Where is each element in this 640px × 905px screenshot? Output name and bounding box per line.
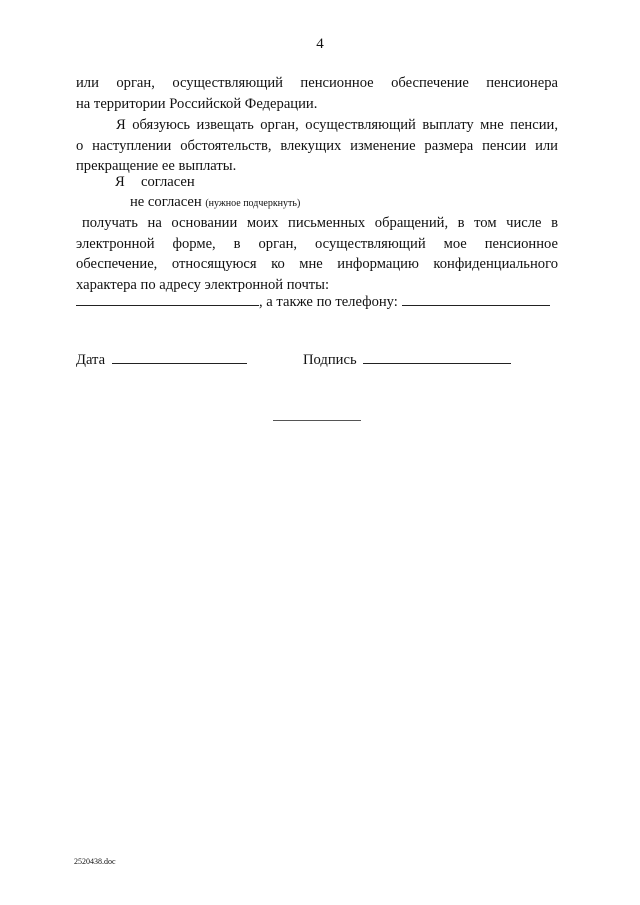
date-row: [76, 349, 247, 369]
text-line: получать на основании моих письменных обращений, в том числе в: [82, 215, 558, 231]
consent-agree-option: согласен: [141, 174, 195, 190]
text-line: обеспечение, относящуюся ко мне информацию конфиденциального: [76, 256, 558, 272]
page-number: 4: [316, 36, 324, 52]
paragraph-pension-body: [76, 73, 558, 114]
paragraph-obligation: [76, 115, 558, 177]
document-id: 2520438.doc: [74, 857, 116, 866]
date-label: Дата: [76, 352, 106, 368]
text-line: о наступлении обстоятельств, влекущих изменение размера пенсии или: [76, 137, 558, 154]
text-line: или орган, осуществляющий пенсионное обеспечение пенсионера: [76, 75, 558, 91]
signature-field[interactable]: [363, 349, 511, 364]
consent-disagree-row: [130, 194, 300, 211]
signature-row: [303, 349, 511, 369]
text-line: характера по адресу электронной почты:: [76, 276, 330, 293]
signature-label: Подпись: [303, 352, 357, 368]
contact-row: [76, 291, 550, 311]
text-line: электронной форме, в орган, осуществляющий мое пенсионное: [76, 235, 558, 252]
phone-field[interactable]: [402, 291, 550, 306]
paragraph-information: [76, 213, 558, 295]
consent-disagree-option: не согласен: [130, 194, 202, 210]
text-line: Я обязуюсь извещать орган, осуществляющий выплату мне пенсии,: [116, 117, 558, 133]
email-field[interactable]: [76, 291, 259, 306]
text-line: на территории Российской Федерации.: [76, 95, 318, 112]
consent-ya: Я: [115, 174, 125, 190]
phone-label: , а также по телефону:: [259, 294, 398, 310]
date-field[interactable]: [112, 349, 247, 364]
consent-note: (нужное подчеркнуть): [205, 198, 301, 209]
end-divider: [273, 420, 361, 421]
text-line: прекращение ее выплаты.: [76, 158, 237, 174]
